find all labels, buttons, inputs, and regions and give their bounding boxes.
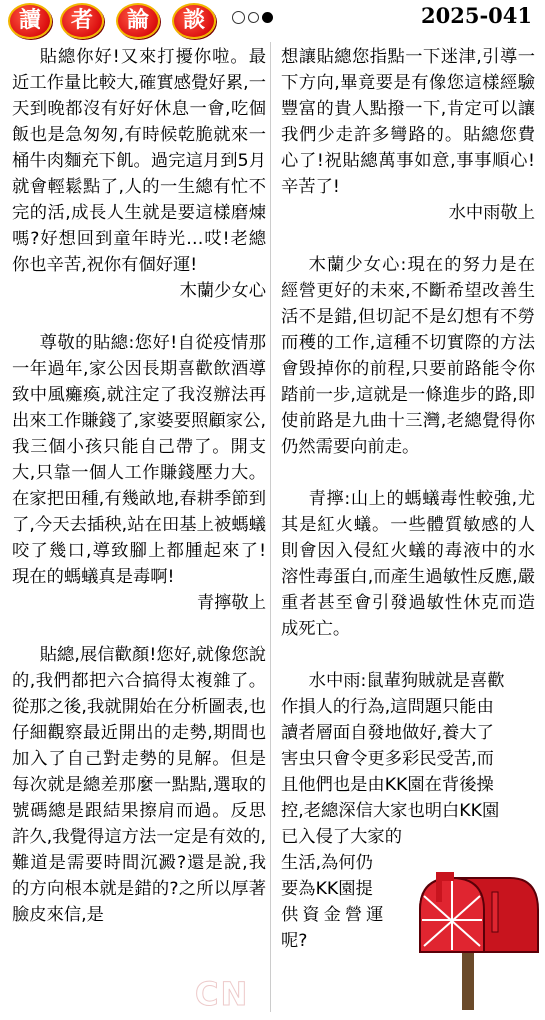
reply-2-body: 青擰:山上的螞蟻毒性較強,尤其是紅火蟻。一些體質敏感的人則會因入侵紅火蟻的毒液中的水溶性毒蛋白,而產生過敏性反應,嚴重者甚至會引發過敏性休克而造成死亡。 bbox=[281, 489, 535, 639]
right-column bbox=[281, 44, 535, 954]
reply-3-line: 水中雨:鼠輩狗賊就是喜歡 bbox=[308, 671, 505, 691]
reply-3-line: 供資金營運 bbox=[281, 905, 388, 925]
letter-2-signature: 青擰敬上 bbox=[196, 593, 266, 613]
title-char-3: 論 bbox=[116, 3, 160, 39]
reply-3-line: 控,老總深信大家也明白KK園 bbox=[281, 801, 500, 821]
reply-1-body: 木蘭少女心:現在的努力是在經營更好的未來,不斷希望改善生活不是錯,但切記不是幻想有不勞而穫的工作,這種不切實際的方法會毀掉你的前程,只要前路能令你踏前一步,這就是一條進步的路,即使前路是九曲十三灣,老總覺得你仍然需要向前走。 bbox=[281, 255, 535, 457]
reply-3-line: 呢? bbox=[281, 931, 308, 951]
column-divider bbox=[270, 42, 271, 1012]
reply-3-line: 且他們也是由KK園在背後操 bbox=[281, 775, 494, 795]
reply-3-line: 讀者層面自發地做好,養大了 bbox=[281, 723, 494, 743]
left-column bbox=[12, 44, 266, 928]
reply-3-line: 要為KK園提 bbox=[281, 879, 373, 899]
page-header bbox=[0, 0, 545, 40]
reply-3-line: 已入侵了大家的 bbox=[281, 827, 402, 847]
letter-3-continued-body: 想讓貼總您指點一下迷津,引導一下方向,畢竟要是有像您這樣經驗豐富的貴人點撥一下,肯定可以讓我們少走許多彎路的。貼總您費心了!祝貼總萬事如意,事事順心!辛苦了! bbox=[281, 47, 535, 197]
letter-1-body: 貼總你好!又來打擾你啦。最近工作量比較大,確實感覺好累,一天到晚都沒有好好休息一會,吃個飯也是急匆匆,有時候乾脆就來一桶牛肉麵充下飢。過完這月到5月就會輕鬆點了,人的一生總有忙不完的活,成長人生就是要這樣磨煉嗎?好想回到童年時光…哎!老總你也辛苦,祝你有個好運! bbox=[12, 47, 266, 275]
reply-3-line: 作損人的行為,這問題只能由 bbox=[281, 697, 494, 717]
issue-number: 2025-041 bbox=[421, 3, 532, 28]
title-char-1: 讀 bbox=[8, 3, 52, 39]
reply-3-line: 生活,為何仍 bbox=[281, 853, 373, 873]
title-char-2: 者 bbox=[60, 3, 104, 39]
watermark: CN bbox=[195, 975, 250, 1013]
reply-3-line: 害虫只會令更多彩民受苦,而 bbox=[281, 749, 494, 769]
letter-2-body: 尊敬的貼總:您好!自從疫情那一年過年,家公因長期喜歡飲酒導致中風癱瘓,就注定了我沒辦法再出來工作賺錢了,家婆要照顧家公,我三個小孩只能自己帶了。開支大,只靠一個人工作賺錢壓力大。在家把田種,有幾畝地,春耕季節到了,今天去插秧,站在田基上被螞蟻咬了幾口,導致腳上都腫起來了!現在的螞蟻真是毒啊! bbox=[12, 333, 266, 587]
mailbox-icon bbox=[400, 870, 540, 1010]
letter-1-signature: 木蘭少女心 bbox=[179, 281, 266, 301]
decorative-dots-icon bbox=[232, 11, 273, 24]
letter-3-body: 貼總,展信歡顏!您好,就像您說的,我們都把六合搞得太複雜了。從那之後,我就開始在分析圖表,也仔細觀察最近開出的走勢,期間也加入了自己對走勢的見解。但是每次就是總差那麼一點點,選取的號碼總是跟結果擦肩而過。反思許久,我覺得這方法一定是有效的,難道是需要時間沉澱?還是說,我的方向根本就是錯的?之所以厚著臉皮來信,是 bbox=[12, 645, 266, 925]
title-char-4: 談 bbox=[172, 3, 216, 39]
letter-3-signature: 水中雨敬上 bbox=[448, 203, 535, 223]
